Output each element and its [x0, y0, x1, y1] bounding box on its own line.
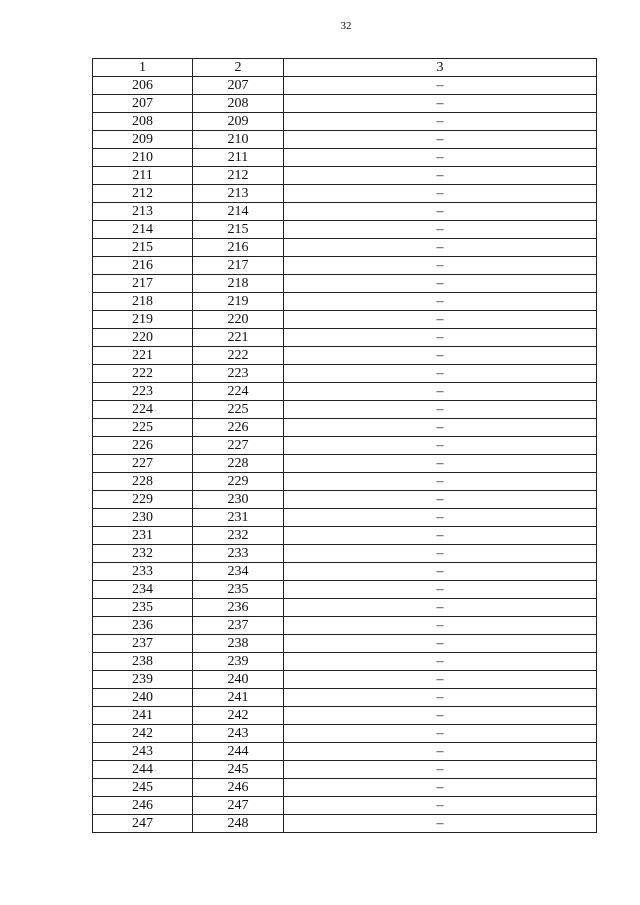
table-cell: 242	[93, 725, 193, 743]
table-cell: 211	[193, 149, 284, 167]
table-cell: 210	[193, 131, 284, 149]
table-cell: 214	[193, 203, 284, 221]
table-cell: –	[284, 131, 597, 149]
table-cell: 213	[193, 185, 284, 203]
table-cell: 207	[93, 95, 193, 113]
table-cell: 245	[193, 761, 284, 779]
table-cell: 213	[93, 203, 193, 221]
table-cell: 231	[193, 509, 284, 527]
table-cell: 230	[193, 491, 284, 509]
table-row	[93, 743, 597, 761]
table-cell: 243	[193, 725, 284, 743]
table-cell: 227	[93, 455, 193, 473]
table-cell: –	[284, 797, 597, 815]
table-cell: –	[284, 743, 597, 761]
table-cell: 215	[93, 239, 193, 257]
table-cell: 209	[193, 113, 284, 131]
table-cell: –	[284, 527, 597, 545]
table-cell: 212	[193, 167, 284, 185]
table-cell: 238	[193, 635, 284, 653]
table-cell: 237	[93, 635, 193, 653]
table-cell: –	[284, 437, 597, 455]
table-cell: 224	[93, 401, 193, 419]
table-cell: 237	[193, 617, 284, 635]
table-row	[93, 437, 597, 455]
table-row	[93, 77, 597, 95]
header-row	[93, 59, 597, 77]
column-header: 2	[193, 59, 284, 77]
table-cell: –	[284, 113, 597, 131]
table-cell: –	[284, 689, 597, 707]
table-cell: 212	[93, 185, 193, 203]
table-cell: 243	[93, 743, 193, 761]
table-cell: 236	[193, 599, 284, 617]
table-cell: –	[284, 761, 597, 779]
table-cell: –	[284, 329, 597, 347]
table-cell: 228	[93, 473, 193, 491]
table-cell: –	[284, 635, 597, 653]
table-cell: 218	[93, 293, 193, 311]
table-row	[93, 689, 597, 707]
table-cell: 210	[93, 149, 193, 167]
table-cell: 211	[93, 167, 193, 185]
table-cell: 217	[193, 257, 284, 275]
table-row	[93, 311, 597, 329]
table-cell: 219	[93, 311, 193, 329]
table-cell: –	[284, 167, 597, 185]
table-cell: –	[284, 293, 597, 311]
table-cell: 207	[193, 77, 284, 95]
table-cell: 244	[193, 743, 284, 761]
table-cell: –	[284, 509, 597, 527]
table-cell: –	[284, 455, 597, 473]
table-cell: 233	[93, 563, 193, 581]
table-cell: 224	[193, 383, 284, 401]
table-cell: 234	[193, 563, 284, 581]
table-cell: –	[284, 707, 597, 725]
table-cell: 238	[93, 653, 193, 671]
table-cell: 229	[193, 473, 284, 491]
table-cell: 219	[193, 293, 284, 311]
table-cell: 223	[93, 383, 193, 401]
table-row	[93, 779, 597, 797]
table-row	[93, 185, 597, 203]
table-row	[93, 203, 597, 221]
table-cell: 222	[93, 365, 193, 383]
table-cell: –	[284, 365, 597, 383]
table-cell: 241	[193, 689, 284, 707]
table-row	[93, 455, 597, 473]
table-cell: 244	[93, 761, 193, 779]
column-header: 3	[284, 59, 597, 77]
table-row	[93, 599, 597, 617]
data-table	[92, 58, 597, 833]
table-cell: –	[284, 671, 597, 689]
table-cell: 234	[93, 581, 193, 599]
table-row	[93, 545, 597, 563]
table-cell: 226	[193, 419, 284, 437]
table-row	[93, 329, 597, 347]
table-row	[93, 653, 597, 671]
table-row	[93, 131, 597, 149]
table-row	[93, 149, 597, 167]
table-cell: 208	[93, 113, 193, 131]
table-row	[93, 275, 597, 293]
table-cell: –	[284, 563, 597, 581]
table-header	[93, 59, 597, 77]
table-cell: 246	[93, 797, 193, 815]
table-cell: 230	[93, 509, 193, 527]
table-cell: 226	[93, 437, 193, 455]
table-row	[93, 707, 597, 725]
table-cell: 235	[193, 581, 284, 599]
table-cell: 216	[93, 257, 193, 275]
table-cell: 208	[193, 95, 284, 113]
table-body	[93, 77, 597, 833]
table-row	[93, 527, 597, 545]
table-cell: –	[284, 473, 597, 491]
table-row	[93, 581, 597, 599]
table-cell: –	[284, 725, 597, 743]
table-cell: 229	[93, 491, 193, 509]
table-cell: 232	[193, 527, 284, 545]
table-row	[93, 671, 597, 689]
table-row	[93, 257, 597, 275]
table-cell: –	[284, 77, 597, 95]
table-cell: 245	[93, 779, 193, 797]
table-cell: 227	[193, 437, 284, 455]
table-cell: 209	[93, 131, 193, 149]
table-row	[93, 509, 597, 527]
table-cell: 222	[193, 347, 284, 365]
table-cell: –	[284, 311, 597, 329]
table-cell: 248	[193, 815, 284, 833]
table-cell: –	[284, 419, 597, 437]
table-row	[93, 95, 597, 113]
table-row	[93, 293, 597, 311]
table-cell: 228	[193, 455, 284, 473]
page-number: 32	[340, 20, 352, 32]
table-cell: 225	[93, 419, 193, 437]
table-cell: 220	[93, 329, 193, 347]
table-cell: 221	[93, 347, 193, 365]
table-cell: 218	[193, 275, 284, 293]
table-row	[93, 617, 597, 635]
table-cell: 236	[93, 617, 193, 635]
table-row	[93, 761, 597, 779]
table-cell: 217	[93, 275, 193, 293]
table-cell: 225	[193, 401, 284, 419]
table-cell: –	[284, 221, 597, 239]
table-row	[93, 365, 597, 383]
table-cell: –	[284, 599, 597, 617]
table-cell: –	[284, 239, 597, 257]
table-cell: 247	[193, 797, 284, 815]
table-row	[93, 419, 597, 437]
table-cell: –	[284, 203, 597, 221]
table-cell: 247	[93, 815, 193, 833]
table-cell: –	[284, 581, 597, 599]
table-cell: –	[284, 347, 597, 365]
table-cell: 232	[93, 545, 193, 563]
table-cell: 235	[93, 599, 193, 617]
table-cell: –	[284, 491, 597, 509]
table-row	[93, 167, 597, 185]
table-row	[93, 239, 597, 257]
table-cell: –	[284, 185, 597, 203]
table-cell: 240	[93, 689, 193, 707]
table-cell: –	[284, 149, 597, 167]
table-row	[93, 401, 597, 419]
table-cell: –	[284, 815, 597, 833]
table-cell: –	[284, 617, 597, 635]
table-cell: 241	[93, 707, 193, 725]
table-cell: 215	[193, 221, 284, 239]
table-cell: –	[284, 257, 597, 275]
table-cell: 214	[93, 221, 193, 239]
table-cell: 206	[93, 77, 193, 95]
table-cell: 239	[93, 671, 193, 689]
table-cell: –	[284, 653, 597, 671]
table-row	[93, 383, 597, 401]
table-cell: 231	[93, 527, 193, 545]
table-row	[93, 221, 597, 239]
table-cell: 239	[193, 653, 284, 671]
table-cell: –	[284, 275, 597, 293]
table-row	[93, 473, 597, 491]
table-cell: 221	[193, 329, 284, 347]
table-cell: –	[284, 545, 597, 563]
column-header: 1	[93, 59, 193, 77]
table-cell: –	[284, 779, 597, 797]
table-row	[93, 797, 597, 815]
table-cell: 240	[193, 671, 284, 689]
table-row	[93, 725, 597, 743]
table-cell: –	[284, 401, 597, 419]
table-cell: –	[284, 95, 597, 113]
table-cell: –	[284, 383, 597, 401]
table-row	[93, 347, 597, 365]
table-cell: 242	[193, 707, 284, 725]
table-row	[93, 491, 597, 509]
table-row	[93, 113, 597, 131]
table-cell: 216	[193, 239, 284, 257]
table-cell: 246	[193, 779, 284, 797]
table-cell: 233	[193, 545, 284, 563]
table-cell: 223	[193, 365, 284, 383]
table-row	[93, 815, 597, 833]
table-cell: 220	[193, 311, 284, 329]
table-row	[93, 635, 597, 653]
table-row	[93, 563, 597, 581]
